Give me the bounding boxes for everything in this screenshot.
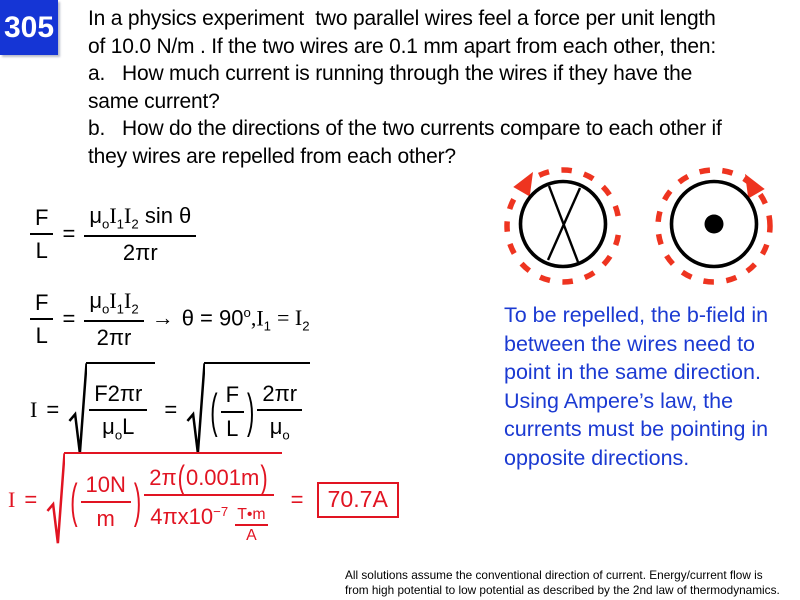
- math-token: 2π(0.001m): [144, 465, 273, 495]
- math-token: 10N: [81, 472, 131, 502]
- fraction-F-L: [221, 382, 244, 441]
- note-line: point in the same direction.: [504, 360, 761, 384]
- equation-theta-90: [30, 288, 310, 350]
- math-token: F2πr: [89, 381, 147, 411]
- problem-line: a. How much current is running through the wires if they have the: [88, 62, 693, 85]
- problem-line: they wires are repelled from each other?: [88, 144, 456, 168]
- math-token: F: [221, 382, 244, 412]
- fraction-2pir-mu: [257, 381, 302, 443]
- math-token: m: [96, 505, 115, 531]
- math-token: 2πr: [96, 324, 132, 350]
- fraction-mu-I1-I2: [84, 288, 143, 350]
- square-root: [68, 362, 155, 457]
- math-token: $\mu_oI_1I_2$ sin θ: [84, 203, 196, 237]
- unit-fraction-Tm-A: $\frac{T•m}{A}$: [237, 505, 266, 545]
- fraction-F-L: [30, 290, 53, 349]
- footer-line: All solutions assume the conventional direction of current. Energy/current flow is: [345, 568, 763, 582]
- math-token: 2πr: [257, 381, 302, 411]
- into-page-wire-icon: [521, 182, 606, 267]
- radical-sign-icon: [186, 362, 205, 457]
- square-root: [186, 362, 310, 457]
- close-paren: ): [133, 473, 142, 528]
- square-root: [46, 452, 281, 547]
- math-token: F: [30, 290, 53, 320]
- math-token: $\mu_o$: [269, 413, 290, 443]
- implies-arrow-icon: →: [151, 304, 174, 330]
- math-token: $4\pi x10^{-7}$ $\frac{T•m}{A}$: [150, 503, 266, 545]
- math-token: $\mu_oL$: [102, 413, 135, 443]
- open-paren: (: [70, 473, 78, 528]
- equals-sign: =: [24, 486, 38, 512]
- fraction-mu-I1-I2-sin: [84, 203, 196, 265]
- note-line: To be repelled, the b-field in: [504, 303, 769, 327]
- answer-box: 70.7A: [317, 482, 399, 518]
- math-token: L: [226, 415, 239, 441]
- equation-current-sqrt: [30, 362, 310, 457]
- problem-text: [88, 5, 722, 170]
- wire-field-diagram: [492, 158, 792, 300]
- note-line: currents must be pointing in: [504, 417, 769, 441]
- out-of-page-wire-icon: [672, 182, 757, 267]
- fraction-F2pir-muL: [89, 381, 147, 443]
- math-token: 2πr: [122, 239, 158, 265]
- theta-conclusion: → $\theta = 90^o,I_1 = I_2$: [151, 304, 310, 334]
- radical-sign-icon: [68, 362, 87, 457]
- math-token: L: [35, 237, 48, 263]
- problem-line: of 10.0 N/m . If the two wires are 0.1 mm apart from each other, then:: [88, 34, 716, 58]
- slide-number-badge: 305: [0, 0, 58, 55]
- math-token: I: [8, 486, 16, 512]
- equals-sign: =: [46, 396, 60, 422]
- footer-line: from high potential to low potential as described by the 2nd law of thermodynamics.: [345, 582, 780, 597]
- equals-sign: =: [290, 486, 304, 512]
- open-paren: (: [177, 459, 185, 497]
- open-paren: (: [210, 383, 218, 438]
- equation-force-per-length-sin: [30, 203, 196, 265]
- math-token: $\mu_oI_1I_2$: [84, 288, 143, 322]
- problem-line: b. How do the directions of the two currents compare to each other if: [88, 117, 722, 140]
- problem-line: In a physics experiment two parallel wires feel a force per unit length: [88, 7, 716, 30]
- fraction-F-L: [30, 205, 53, 264]
- footer-disclaimer: [345, 568, 780, 597]
- fraction-2pi-over-mu0: [144, 459, 273, 545]
- problem-line: same current?: [88, 89, 220, 113]
- math-token: I: [30, 396, 38, 422]
- equals-sign: =: [164, 396, 178, 422]
- close-paren: ): [247, 383, 255, 438]
- fraction-10N-m: [81, 472, 131, 531]
- note-line: Using Ampere’s law, the: [504, 388, 734, 413]
- note-line: between the wires need to: [504, 331, 755, 356]
- equation-numeric-answer: [8, 452, 399, 547]
- equals-sign: =: [62, 220, 76, 246]
- math-token: L: [35, 322, 48, 348]
- math-token: F: [30, 205, 53, 235]
- radical-sign-icon: [46, 452, 65, 547]
- close-paren: ): [260, 459, 268, 497]
- answer-note-text: [504, 301, 768, 472]
- note-line: opposite directions.: [504, 445, 690, 470]
- equals-sign: =: [62, 305, 76, 331]
